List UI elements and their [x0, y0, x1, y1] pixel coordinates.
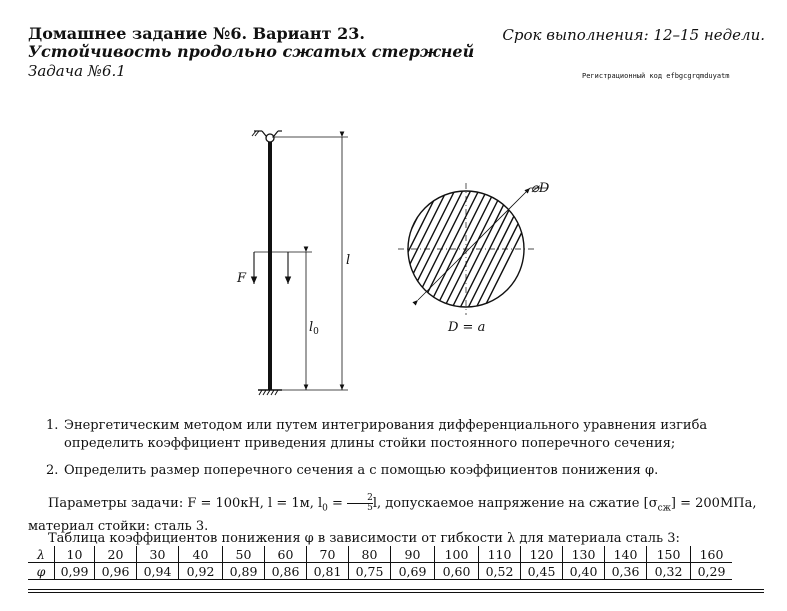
task-item-text: Энергетическим методом или путем интегрирования дифференциального уравнения изгиба определить коэффициент приведения длины стойки постоянного поперечного сечения; — [64, 418, 708, 451]
table-row-label: φ — [28, 563, 55, 580]
l0-label: $l_0$ — [309, 320, 319, 337]
table-cell-lambda: 150 — [647, 546, 691, 563]
cross-section — [316, 160, 558, 340]
force-arrows — [254, 252, 312, 284]
diameter-label: ⌀D — [531, 181, 550, 196]
table-cell-lambda: 50 — [223, 546, 265, 563]
table-cell-phi: 0,86 — [265, 563, 307, 580]
task-item-2 — [46, 462, 764, 480]
table-caption: Таблица коэффициентов понижения φ в зависимости от гибкости λ для материала сталь 3: — [48, 531, 680, 546]
bottom-fixed-support — [258, 390, 282, 395]
table-cell-lambda: 10 — [55, 546, 95, 563]
task-item-1 — [46, 417, 764, 453]
table-row-phi — [28, 563, 732, 580]
table-cell-phi: 0,94 — [137, 563, 179, 580]
table-cell-phi: 0,32 — [647, 563, 691, 580]
registration-code: Регистрационный код efbgcgrqmduyatm — [582, 72, 730, 80]
table-cell-phi: 0,60 — [435, 563, 479, 580]
table-row-label: λ — [28, 546, 55, 563]
d-equals-a-label: D = a — [448, 320, 486, 335]
table-row-lambda — [28, 546, 732, 563]
table-cell-lambda: 100 — [435, 546, 479, 563]
bottom-rule — [28, 589, 764, 590]
table-cell-lambda: 160 — [691, 546, 733, 563]
table-cell-phi: 0,81 — [307, 563, 349, 580]
table-cell-lambda: 140 — [605, 546, 647, 563]
task-item-number: 2. — [46, 463, 59, 478]
table-cell-lambda: 90 — [391, 546, 435, 563]
table-cell-lambda: 120 — [521, 546, 563, 563]
table-cell-lambda: 20 — [95, 546, 137, 563]
table-cell-phi: 0,92 — [179, 563, 223, 580]
table-cell-phi: 0,40 — [563, 563, 605, 580]
fraction-two-fifths: $\frac{2}{5}$ — [347, 494, 373, 513]
bottom-rule-2 — [28, 592, 764, 593]
table-cell-phi: 0,99 — [55, 563, 95, 580]
page-subtitle: Устойчивость продольно сжатых стержней — [28, 42, 475, 61]
dimension-l — [272, 137, 351, 390]
table-cell-phi: 0,45 — [521, 563, 563, 580]
deadline-text: Срок выполнения: 12–15 недели. — [502, 26, 765, 44]
table-cell-lambda: 130 — [563, 546, 605, 563]
table-cell-phi: 0,52 — [479, 563, 521, 580]
table-cell-phi: 0,69 — [391, 563, 435, 580]
table-cell-lambda: 70 — [307, 546, 349, 563]
table-cell-lambda: 60 — [265, 546, 307, 563]
table-cell-lambda: 40 — [179, 546, 223, 563]
parameters-paragraph: Параметры задачи: F = 100кН, l = 1м, $l_0$ = $\frac{2}{5}$ l, допускаемое напряжение на сжатие $[\sigma_{сж}] = 200МПа$, материал стойки: сталь 3. — [28, 493, 757, 534]
column-bar — [268, 138, 272, 390]
table-cell-phi: 0,89 — [223, 563, 265, 580]
table-cell-lambda: 30 — [137, 546, 179, 563]
table-cell-phi: 0,29 — [691, 563, 733, 580]
task-number: Задача №6.1 — [28, 62, 126, 80]
task-item-number: 1. — [46, 418, 59, 433]
length-label: l — [346, 253, 351, 268]
table-cell-lambda: 110 — [479, 546, 521, 563]
table-cell-phi: 0,36 — [605, 563, 647, 580]
top-pin-support — [252, 131, 282, 142]
coefficient-table — [28, 546, 732, 580]
table-cell-phi: 0,96 — [95, 563, 137, 580]
task-item-text: Определить размер поперечного сечения a с помощью коэффициентов понижения φ. — [64, 463, 659, 478]
table-cell-lambda: 80 — [349, 546, 391, 563]
page-title: Домашнее задание №6. Вариант 23. — [28, 24, 365, 43]
force-label: F — [237, 271, 247, 286]
table-cell-phi: 0,75 — [349, 563, 391, 580]
